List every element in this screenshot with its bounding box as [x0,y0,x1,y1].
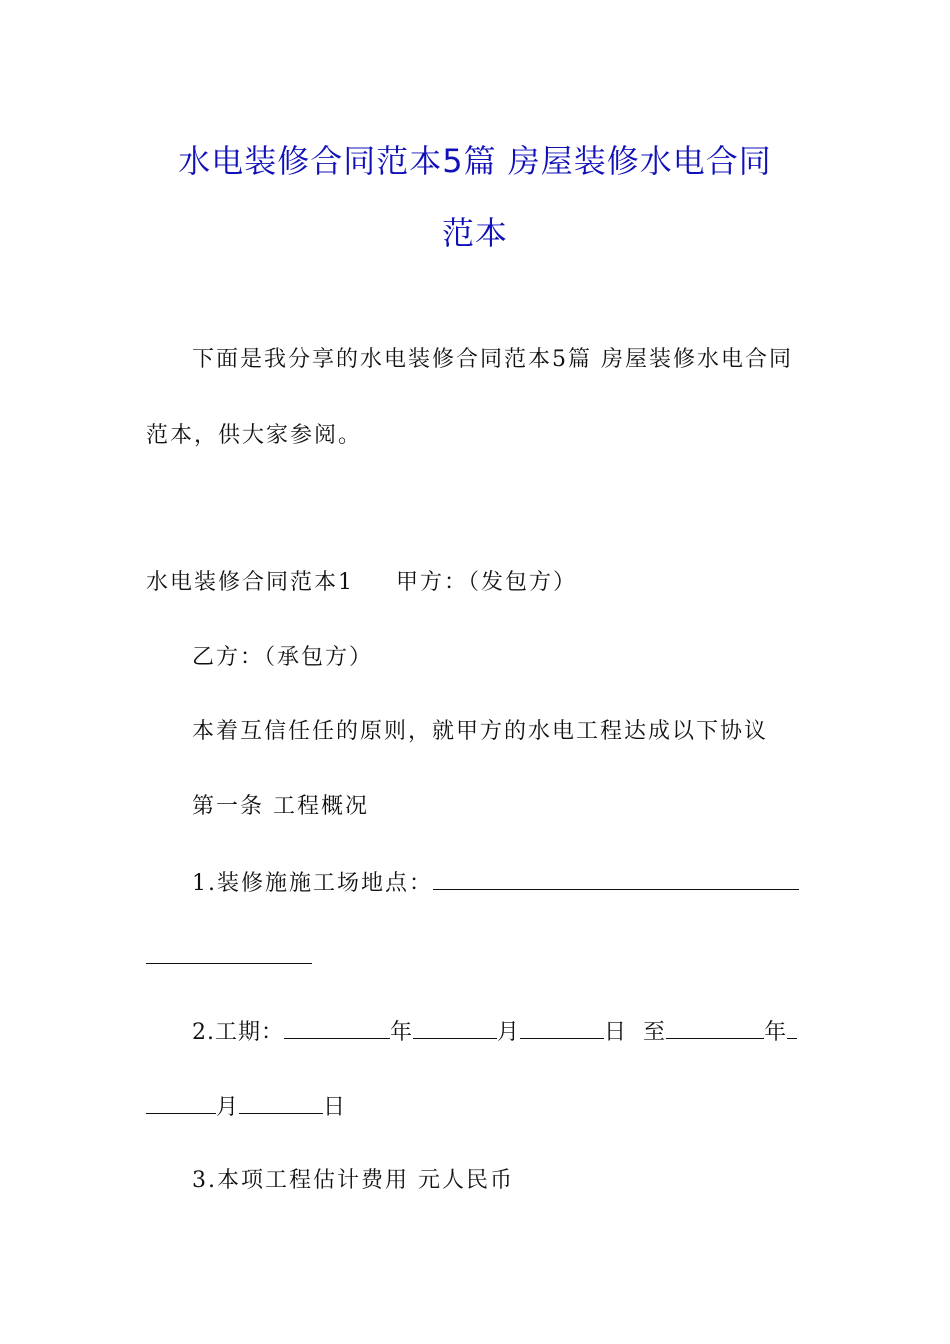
contract-preamble: 本着互信任任的原则，就甲方的水电工程达成以下协议 [192,719,769,744]
end-year-unit: 年 [764,1020,788,1045]
to-text: 至 [643,1020,667,1045]
item-2-continuation [146,1091,346,1123]
contract-heading: 水电装修合同范本1 [146,570,354,595]
item-1-label: 1.装修施施工场地点： [192,871,433,896]
start-year-unit: 年 [390,1020,414,1045]
end-day-unit: 日 [323,1095,347,1120]
document-title-line-2: 范本 [441,214,508,252]
intro-paragraph-line-2: 范本，供大家参阅。 [146,423,363,448]
end-month-blank-start [787,1016,797,1039]
item-1-continuation [146,941,312,973]
end-month-blank [146,1091,216,1114]
party-b: 乙方：（承包方） [192,645,374,670]
end-year-blank [666,1016,764,1039]
item-3-cost: 3.本项工程估计费用 元人民币 [192,1168,514,1193]
start-day-unit: 日 [604,1020,628,1045]
location-blank [433,867,799,890]
start-month-unit: 月 [497,1020,521,1045]
start-month-blank [413,1016,497,1039]
end-day-blank [239,1091,323,1114]
start-day-blank [520,1016,604,1039]
intro-paragraph-line-1: 下面是我分享的水电装修合同范本5篇 房屋装修水电合同 [192,347,793,372]
contract-heading-line [146,568,577,598]
item-2-label: 2.工期： [192,1020,284,1045]
item-1-location [192,867,799,899]
start-year-blank [284,1016,390,1039]
location-blank-continued [146,941,312,964]
item-2-duration [192,1016,797,1048]
article-1-heading: 第一条 工程概况 [192,794,369,819]
document-title-line-1: 水电装修合同范本5篇 房屋装修水电合同 [178,142,772,180]
end-month-unit: 月 [216,1095,240,1120]
party-a: 甲方：（发包方） [396,570,578,595]
